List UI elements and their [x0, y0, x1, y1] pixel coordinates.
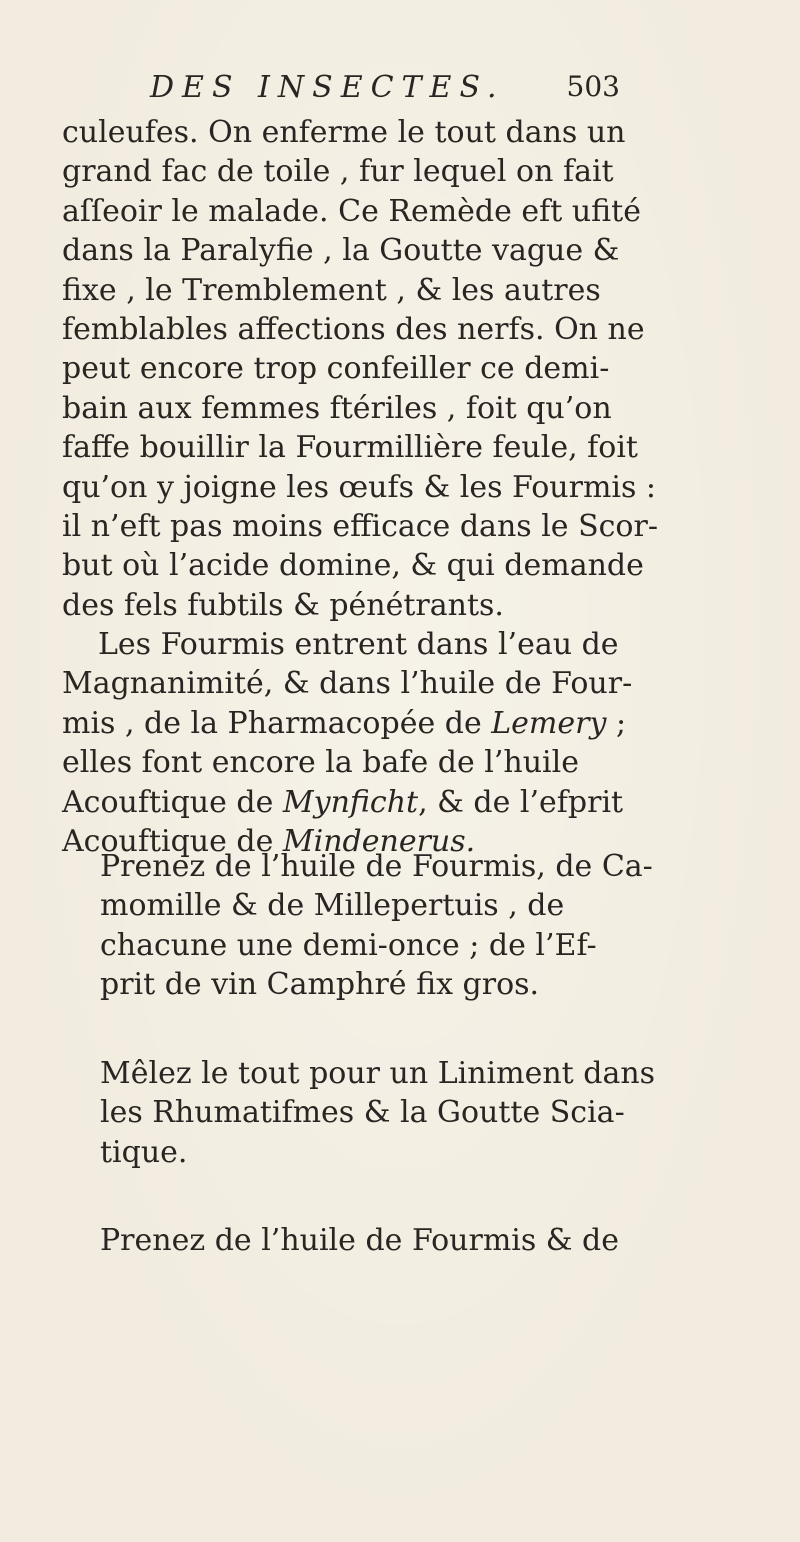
text-line: qu’on y joigne les œufs & les Fourmis : [62, 469, 657, 505]
text-line: but où l’acide domine, & qui demande [62, 548, 644, 584]
text-line: elles font encore la bafe de l’huile [62, 745, 579, 781]
recipe-line: les Rhumatifmes & la Goutte Scia- [100, 1095, 625, 1131]
text-line: faffe bouillir la Fourmillière feule, foit [62, 430, 638, 466]
text-line: femblables affections des nerfs. On ne [62, 311, 645, 347]
paragraph-start-line: Les Fourmis entrent dans l’eau de [98, 627, 619, 663]
text-line: culeufes. On enferme le tout dans un [62, 115, 626, 150]
running-title: DES INSECTES. [150, 70, 505, 105]
recipe-line: Prenez de l’huile de Fourmis, de Ca- [100, 849, 653, 884]
text-segment: , & de l’efprit [418, 784, 624, 820]
text-segment: ; [606, 705, 627, 741]
recipe-line: Mêlez le tout pour un Liniment dans [100, 1056, 656, 1091]
text-line: grand fac de toile , fur lequel on fait [62, 154, 614, 190]
recipe-block [100, 1222, 700, 1261]
text-line: il n’eft pas moins efficace dans le Scor- [62, 508, 658, 544]
recipe-block [100, 848, 700, 1006]
text-line [62, 704, 762, 743]
text-segment: mis , de la Pharmacopée de [62, 705, 492, 741]
text-line: des fels fubtils & pénétrants. [62, 587, 504, 623]
text-line: bain aux femmes ftériles , foit qu’on [62, 390, 612, 426]
italic-name: Mynficht [282, 784, 419, 820]
main-text [62, 113, 762, 861]
text-line: fixe , le Tremblement , & les autres [62, 272, 601, 308]
text-line: aſſeoir le malade. Ce Remède eft ufité [62, 193, 641, 229]
text-segment: Acouftique de [62, 824, 283, 860]
text-segment: Acouftique de [62, 784, 283, 820]
recipe-line: tique. [100, 1134, 188, 1170]
page-header [150, 70, 620, 114]
recipe-line: prit de vin Camphré fix gros. [100, 967, 540, 1003]
page-number: 503 [566, 70, 620, 103]
italic-name: Lemery [491, 705, 607, 741]
recipe-line: Prenez de l’huile de Fourmis & de [100, 1223, 620, 1258]
recipe-line: momille & de Millepertuis , de [100, 888, 565, 924]
text-line: Magnanimité, & dans l’huile de Four- [62, 666, 633, 702]
text-line: dans la Paralyfie , la Goutte vague & [62, 233, 620, 269]
text-line [62, 783, 762, 822]
recipe-line: chacune une demi-once ; de l’Ef- [100, 927, 597, 963]
recipe-block [100, 1055, 700, 1173]
italic-name: Mindenerus. [282, 824, 476, 860]
text-line: peut encore trop confeiller ce demi- [62, 351, 610, 387]
